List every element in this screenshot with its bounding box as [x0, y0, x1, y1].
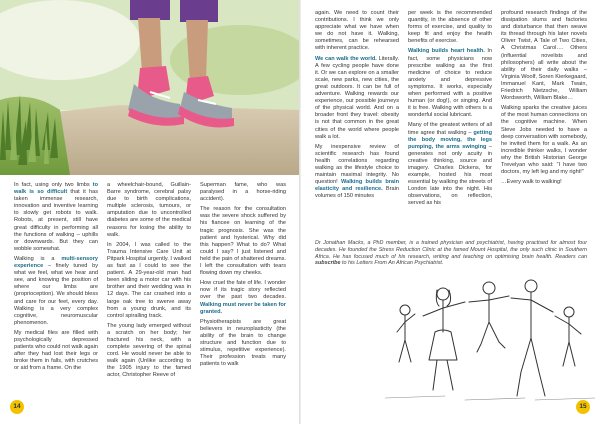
- emphasis-text: getting the body moving, the legs pumping, the arms swinging: [408, 129, 492, 150]
- text-run: Many of the greatest writers of all time agree that walking –: [408, 122, 492, 136]
- text-run: to his Letters From An African Psychiatrist.: [340, 260, 444, 267]
- text-run: Walking is a: [14, 255, 62, 262]
- paragraph: [200, 280, 286, 315]
- emphasis-text: Walking builds brain elasticity and resilience.: [315, 179, 399, 193]
- runner-illustration: [0, 0, 299, 175]
- emphasis-text: to walk is so difficult: [14, 182, 98, 196]
- emphasis-text: Walking must never be taken for granted.: [200, 301, 286, 315]
- paragraph: …Every walk to walking!: [501, 179, 562, 186]
- paragraph: [408, 122, 492, 207]
- paragraph: The reason for the consultation was the severe shock suffered by his fiancee on learning of the tragic prognosis. She was the patient and hysterical. Why did this happen? What to do? What could I say? I just listened and held the pain of shattered dreams. I left the consultation with tears flowing down my cheeks.: [200, 206, 286, 277]
- paragraph: per week is the recommended quantity, in the absence of other forms of exercise, and quality to keep fit and enjoy the health benefits of exercise.: [408, 10, 492, 45]
- paragraph: [14, 182, 98, 253]
- text-run: In fact, some physicians now prescribe walking as the first medicine of choice to reduce anxiety and depressive symptoms. It works, especially when performed with a positive human (or dog!), or singing. And it is free. Walking with others is a wonderful social lubricant.: [408, 48, 492, 119]
- paragraph: [315, 56, 399, 141]
- text-run: – generates not only acuity in creative thinking, source and imagery. Charles Dickens, for example, hosted his most essential by walking the streets of London late into the night. His observations, on reflection, served as his: [408, 143, 492, 207]
- paragraph: Walking sparks the creative juices of the most human connections on the cognitive machine. When Steve Jobs needed to have a deep conversation with somebody, he invited them for a walk. As an incredible thinker walks, I wonder why the British Historian George Trevelyan who said: “I have two doctors, my left leg and my right!”: [501, 105, 587, 176]
- paragraph: [408, 48, 492, 119]
- paragraph: Physiotherapists are great believers in neuroplasticity (the ability of the brain to change structure and function due to stimulus, repetitive experience). Their profession treats many patients to walk: [200, 318, 286, 368]
- paragraph: [315, 144, 399, 201]
- author-bio: [315, 240, 587, 267]
- text-run: My inexpensive review of scientific research has found health correlations regarding walking as the lifestyle choice to maintain maximal integrity. No question!: [315, 143, 399, 186]
- paragraph: Superman fame, who was paralysed in a horse-riding accident).: [200, 182, 286, 203]
- text-run: Brain volumes of 150 minutes: [315, 186, 399, 200]
- left-column-3: [200, 182, 286, 371]
- text-run: How cruel the fate of life. I wonder now if its tragic story reflected over the past two decades.: [200, 280, 286, 301]
- right-column-1: [315, 10, 399, 203]
- left-page: [0, 0, 299, 424]
- subscribe-link[interactable]: subscribe: [315, 260, 341, 267]
- emphasis-text: Walking builds heart health.: [408, 48, 485, 55]
- paragraph: My medical files are filled with psychologically depressed patients who could not walk again after they had lost their legs or broke them in falls, with crutches or aid from a frame. On the: [14, 329, 98, 372]
- paragraph: In 2004, I was called to the Trauma Intensive Care Unit at Pitpark Hospital urgently. I walked as fast as I could to see the patient. A 29-year-old man had been sliding a motor car with his brother and their wedding was in 12 days. The car crashed into a large oak tree to swerve away from a young drunk, and its control spiralling track.: [107, 241, 191, 319]
- paragraph: a wheelchair-bound, Guillain-Barre syndrome, cerebral palsy due to birth complications, multiple sclerosis, tumours, or amputation due to uncontrolled diabetes are some of the medical reasons for losing the ability to walk.: [107, 182, 191, 238]
- paragraph: profound research findings of the dissipation slums and factories and disturbance that then weave its thread through his later novels Oliver Twist, A Tale of Two Cities, A Christmas Carol…. Others (influential novelists and philosophers) all write about the ability of their daily walks – Virginia Woolf, Soren Kierkegaard, Immanuel Kant, Mark Twain, Friedrich Nietzsche, William Wordsworth, William Blake…: [501, 10, 587, 102]
- right-column-2: [408, 10, 492, 211]
- page-number-right: 15: [576, 400, 590, 414]
- paragraph: again. We need to count their contributions. I think we only appreciate what we have when we do not have it. Walking, sometimes, can be rehearsed with inherent practice.: [315, 10, 399, 52]
- runner-photo: [0, 0, 299, 175]
- right-column-3: [501, 10, 587, 189]
- left-column-2: [107, 182, 191, 383]
- family-walking-drawing: [385, 272, 595, 402]
- emphasis-text: multi-sensory experience: [14, 255, 98, 270]
- text-run: Dr Jonathan Macks, a PhD member, is a trained physician and psychiatrist, having practised for almost four decades. He founded the Stress Reduction Clinic at the famed Mount Hospital, the only such clinic in Southern Africa. He has focused much of his research, writing and teaching on optimising brain health. Readers can: [315, 240, 587, 260]
- paragraph: The young lady emerged without a scratch on her body; her fractured his neck, with a complete severing of the spinal cord. He would never be able to walk again (Unlike according to the 1905 injury to the famed actor, Christopher Reeve of: [107, 322, 191, 379]
- page-number-left: 14: [10, 400, 24, 414]
- paragraph: [14, 256, 98, 327]
- left-column-1: [14, 182, 98, 375]
- text-run: that it has taken immense research, innovation and inventive learning to slowly get robots to walk. Robots, at present, still have great difficulty in performing all the functions of walking – uphills or downwards. But they can wobble somewhat.: [14, 189, 98, 252]
- text-run: Literally. A few cycling people have done it. Or we can explore on a smaller scale, new parks, new cities, the great outdoors. It can be full of adventure. Walking rewards our experience, our possible journeys of the physical world. And on a broader front they travel: obesity is not that common in the great cities of the world where people walk a lot.: [315, 55, 400, 140]
- text-run: In fact, using only two limbs: [14, 182, 93, 188]
- emphasis-text: We can walk the world.: [315, 55, 377, 62]
- text-run: – finely tuned by what we feel, what we hear and see, and knowing the position of where our limbs are (proprioception). We should bless and care for our feet, every day. Walking is a very complex cognitive, neuromuscular phenomenon.: [14, 263, 98, 326]
